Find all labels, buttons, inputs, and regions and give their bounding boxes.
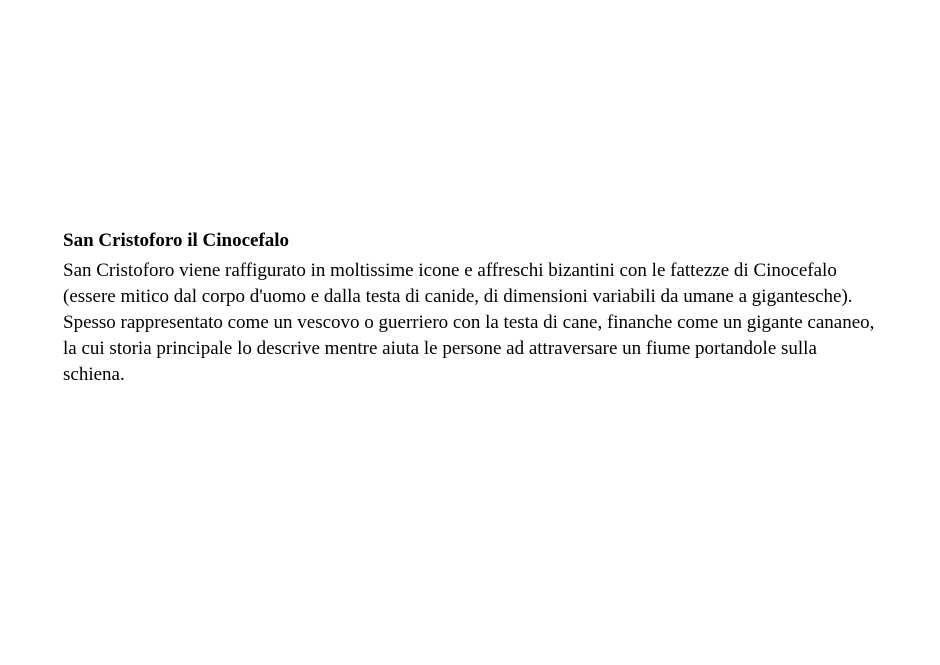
- document-paragraph: San Cristoforo viene raffigurato in moltissime icone e affreschi bizantini con le fattezze di Cinocefalo (essere mitico dal corpo d'uomo e dalla testa di canide, di dimensioni variabili da umane a gigantesche). Spesso rappresentato come un vescovo o guerriero con la testa di cane, finanche come un gigante cananeo, la cui storia principale lo descrive mentre aiuta le persone ad attraversare un fiume portandole sulla schiena.: [63, 260, 875, 385]
- document-content: [63, 228, 883, 388]
- document-title: San Cristoforo il Cinocefalo: [63, 230, 290, 251]
